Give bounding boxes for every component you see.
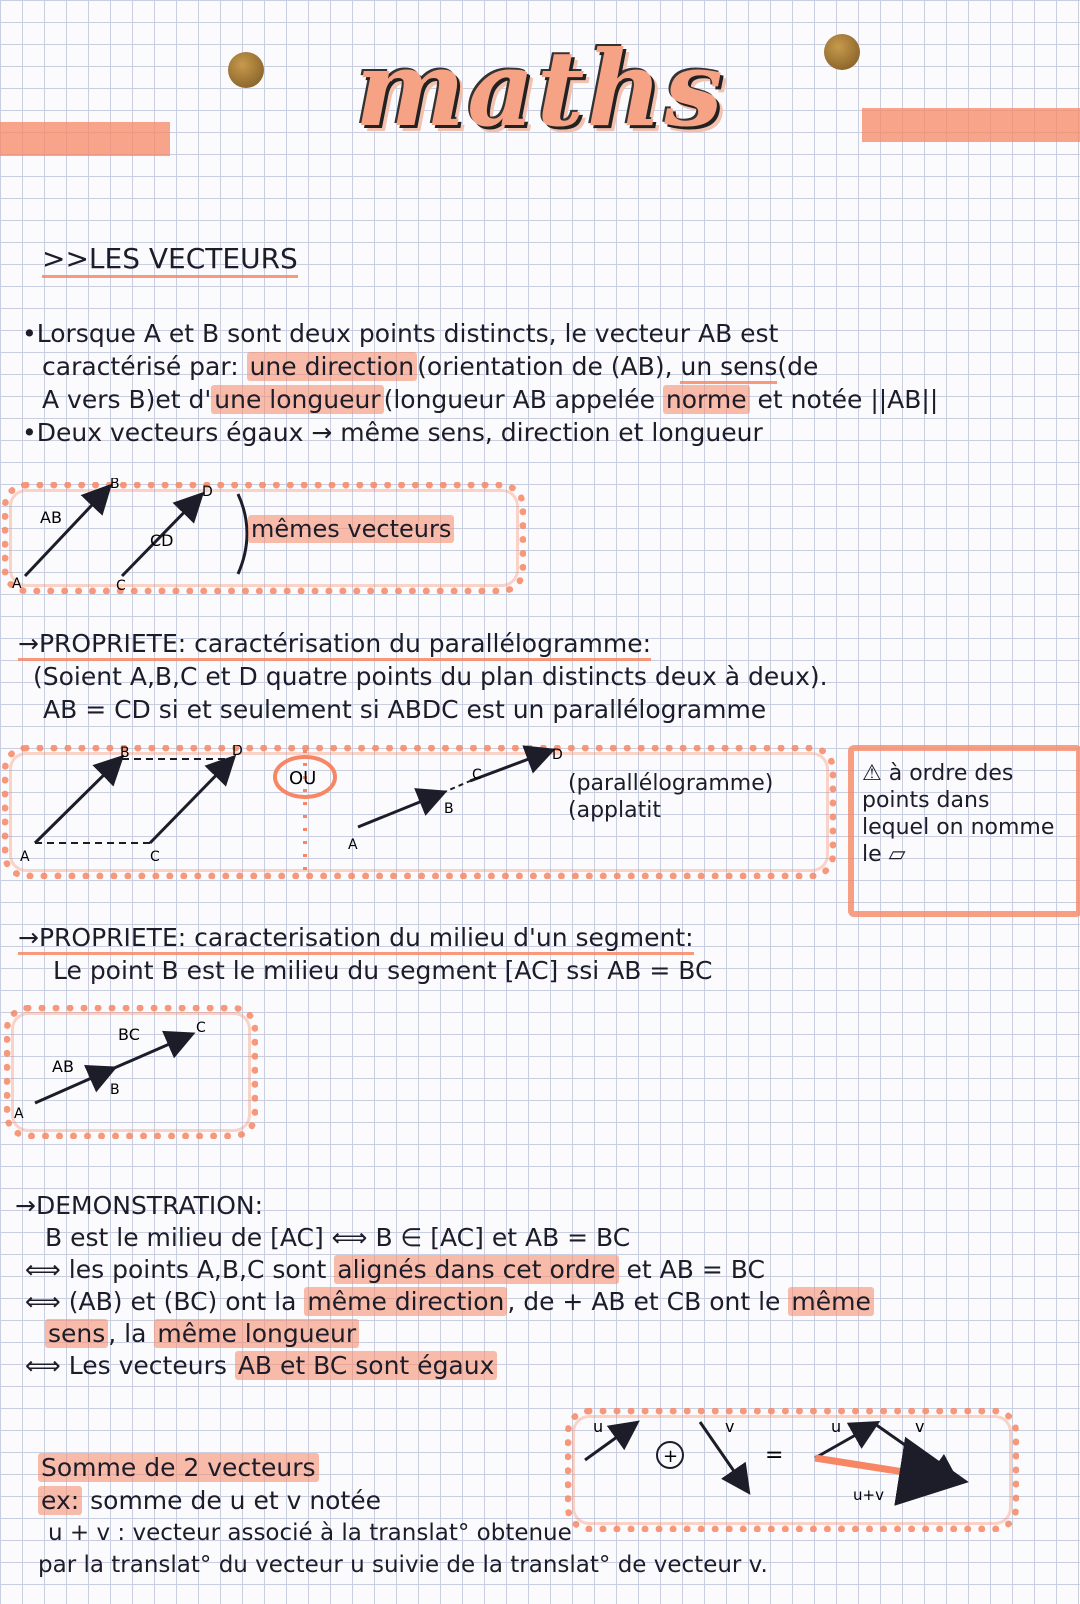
flat-note-line-2: (applatit xyxy=(568,798,661,823)
point-c: C xyxy=(116,578,126,593)
label-bc-mid: BC xyxy=(118,1025,140,1044)
point-b-mid: B xyxy=(110,1082,120,1098)
demo-line-3: ⟺ (AB) et (BC) ont la même direction , de + AB et CB ont le même xyxy=(25,1286,874,1317)
fig1-caption: mêmes vecteurs xyxy=(248,515,454,543)
point-d-para: D xyxy=(232,745,243,759)
point-a: A xyxy=(12,576,22,592)
section-title: >>LES VECTEURS xyxy=(42,242,298,275)
demo-title: →DEMONSTRATION: xyxy=(15,1191,264,1220)
demo-line-5: ⟺ Les vecteurs AB et BC sont égaux xyxy=(25,1350,497,1381)
point-b-para: B xyxy=(120,745,130,761)
somme-line-3: par la translat° du vecteur u suivie de la translat° de vecteur v. xyxy=(38,1552,768,1578)
vector-cd-para xyxy=(150,759,232,843)
point-c-para: C xyxy=(150,849,160,865)
label-cd: CD xyxy=(150,531,174,550)
label-u: u xyxy=(593,1417,604,1436)
vector-ab-flat xyxy=(358,793,442,827)
warning-text xyxy=(862,760,1072,900)
intro-line-4: •Deux vecteurs égaux → même sens, direction et longueur xyxy=(22,418,763,447)
point-a-para: A xyxy=(20,849,30,865)
label-ab: AB xyxy=(40,508,62,527)
warning-line-3: lequel on nomme xyxy=(862,815,1055,840)
prop2-title: →PROPRIETE: caracterisation du milieu d'un segment: xyxy=(18,922,694,953)
header-bar-left xyxy=(0,122,170,156)
somme-line-1: ex: somme de u et v notée xyxy=(38,1485,381,1516)
plus-sign: + xyxy=(663,1446,679,1467)
vector-ab xyxy=(25,488,108,576)
demo-line-1: B est le milieu de [AC] ⟺ B ∈ [AC] et AB = BC xyxy=(45,1223,631,1252)
label-u-sum: u xyxy=(831,1417,842,1436)
point-c-mid: C xyxy=(196,1020,206,1036)
label-ab-mid: AB xyxy=(52,1057,74,1076)
point-d: D xyxy=(202,484,213,500)
somme-title: Somme de 2 vecteurs xyxy=(38,1452,319,1483)
somme-block xyxy=(38,1452,1078,1602)
label-v: v xyxy=(725,1417,735,1436)
demo-block xyxy=(15,1190,1075,1390)
point-b: B xyxy=(110,478,120,492)
label-v-sum: v xyxy=(915,1417,925,1436)
prop1-figure xyxy=(10,745,570,875)
equals-sign: = xyxy=(765,1443,784,1468)
point-a-mid: A xyxy=(14,1106,24,1122)
point-c-flat: C xyxy=(472,767,482,783)
flat-note xyxy=(568,770,808,830)
prop1-line-2: AB = CD si et seulement si ABDC est un parallélogramme xyxy=(43,695,767,724)
intro-line-3: A vers B)et d' une longueur (longueur AB appelée norme et notée ||AB|| xyxy=(42,385,939,414)
point-a-flat: A xyxy=(348,837,358,853)
point-d-flat: D xyxy=(552,747,563,763)
header-bar-right xyxy=(862,108,1080,142)
prop2-block xyxy=(18,922,1068,992)
vector-cd-flat xyxy=(470,751,550,781)
brace-icon xyxy=(238,494,247,574)
warning-line-2: points dans xyxy=(862,788,990,813)
intro-line-2: caractérisé par: une direction (orientation de (AB), un sens(de xyxy=(42,351,818,382)
warning-line-1: ⚠ à ordre des xyxy=(862,761,1014,786)
page-title: maths xyxy=(355,27,725,150)
fig1-figure xyxy=(10,478,270,593)
warning-line-4: le ▱ xyxy=(862,842,906,867)
intro-line-1: •Lorsque A et B sont deux points distincts, le vecteur AB est xyxy=(22,319,779,348)
dash-flat xyxy=(442,781,470,793)
prop2-line-1: Le point B est le milieu du segment [AC] ssi AB = BC xyxy=(53,956,713,985)
or-label: OU xyxy=(289,768,317,789)
prop2-figure xyxy=(10,1010,250,1125)
prop1-title: →PROPRIETE: caractérisation du parallélogramme: xyxy=(18,628,651,659)
label-u-plus-v: u+v xyxy=(853,1486,884,1504)
flat-note-line-1: (parallélogramme) xyxy=(568,771,774,796)
prop1-block xyxy=(18,628,1068,728)
somme-line-2: u + v : vecteur associé à la translat° obtenue xyxy=(48,1520,572,1546)
demo-line-4: sens , la même longueur xyxy=(45,1318,359,1349)
vector-ab-para xyxy=(35,759,120,843)
point-b-flat: B xyxy=(444,801,454,817)
prop1-line-1: (Soient A,B,C et D quatre points du plan distincts deux à deux). xyxy=(33,662,828,691)
intro-block xyxy=(22,318,1072,468)
demo-line-2: ⟺ les points A,B,C sont alignés dans cet ordre et AB = BC xyxy=(25,1255,765,1284)
